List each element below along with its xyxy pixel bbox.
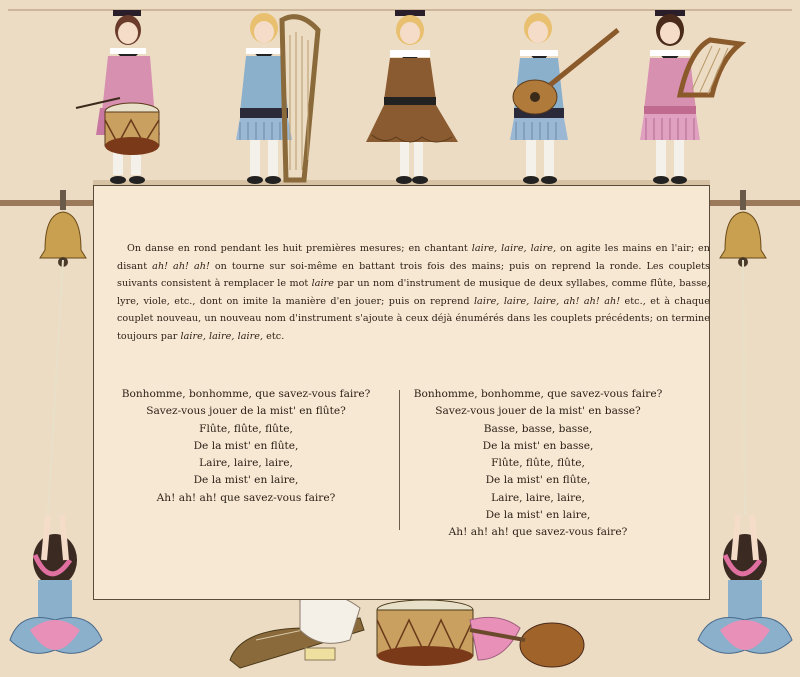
verse-line: Savez-vous jouer de la mist' en flûte?: [146, 405, 346, 418]
verse-line: Bonhomme, bonhomme, que savez-vous faire?: [413, 388, 663, 400]
verse-line: Basse, basse, basse,: [483, 422, 593, 435]
verse-line: Ah! ah! ah! que savez-vous faire?: [448, 526, 628, 539]
italic-run: laire, laire, laire,: [180, 330, 264, 342]
kneeling-girl-left: [10, 515, 102, 653]
bell-left: [0, 190, 93, 515]
instruments-pile: [230, 594, 584, 668]
text-run: On danse en rond pendant les huit premières mesures; en chantant: [127, 243, 472, 254]
verse-second-couplet: [398, 386, 678, 542]
verse-line: De la mist' en flûte,: [485, 474, 591, 487]
italic-run: laire: [311, 278, 335, 289]
verse-line: Savez-vous jouer de la mist' en basse?: [435, 405, 641, 418]
text-run: par un nom d'instrument de musique de deux syllabes, comme flûte, basse, lyre, viole, etc., dont on imite la manière d'en jouer; puis on reprend: [117, 278, 710, 307]
verse-line: De la mist' en basse,: [482, 439, 594, 452]
instructions-paragraph: [117, 240, 710, 345]
drum-girl: [76, 10, 160, 184]
verse-line: De la mist' en laire,: [193, 474, 299, 487]
kneeling-girl-right: [698, 515, 792, 653]
verse-line: Laire, laire, laire,: [199, 457, 293, 470]
italic-run: ah! ah! ah!: [152, 260, 210, 272]
verse-line: Bonhomme, bonhomme, que savez-vous faire?: [121, 388, 371, 400]
verse-line: Laire, laire, laire,: [491, 491, 585, 504]
verse-line: De la mist' en flûte,: [193, 439, 299, 452]
bell-right: [710, 190, 800, 515]
curtsy-girl: [366, 10, 458, 184]
harp-girl: [236, 13, 318, 184]
text-run: etc., et à chaque couplet nouveau, un nouveau nom d'instrument s'ajoute à ceux déjà énumérés dans les couplets précédents; on termine toujours par: [117, 295, 710, 342]
text-run: on agite les mains en l'air; en disant: [117, 243, 710, 272]
text-run: on tourne sur soi-même en battant trois fois des mains; puis on reprend la ronde. Les couplets suivants consistent à remplacer le mot: [117, 260, 710, 289]
verse-line: Flûte, flûte, flûte,: [491, 457, 585, 470]
verse-line: Flûte, flûte, flûte,: [199, 422, 293, 435]
mandolin-girl: [510, 13, 618, 184]
text-run: etc.: [263, 330, 285, 342]
verse-line: De la mist' en laire,: [485, 509, 591, 522]
verse-line: Ah! ah! ah! que savez-vous faire?: [156, 491, 336, 504]
verse-first-couplet: [106, 386, 386, 507]
italic-run: laire, laire, laire, ah! ah! ah!: [473, 295, 621, 307]
italic-run: laire, laire, laire,: [471, 243, 557, 254]
lyre-girl: [640, 10, 740, 184]
